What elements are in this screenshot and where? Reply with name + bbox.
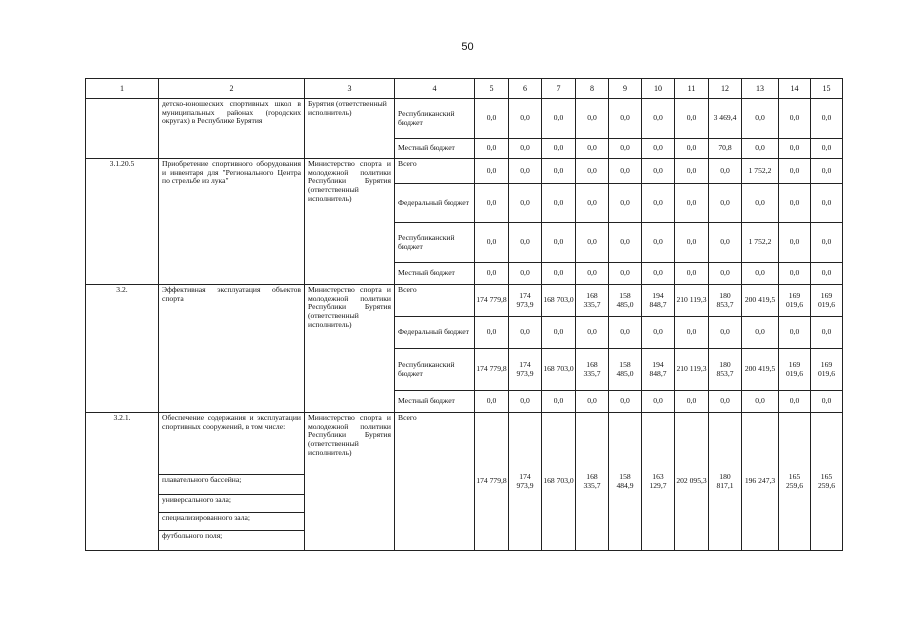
row-id-cell: 3.2.1. [86, 413, 159, 551]
value-cell: 0,0 [709, 223, 742, 263]
value-cell: 0,0 [542, 159, 576, 184]
value-cell: 0,0 [475, 391, 509, 413]
source-label: Местный бюджет [395, 139, 475, 159]
value-cell: 0,0 [742, 184, 779, 223]
value-cell: 0,0 [609, 99, 642, 139]
table-row [86, 413, 843, 475]
value-cell: 200 419,5 [742, 285, 779, 317]
value-cell: 0,0 [742, 99, 779, 139]
value-cell: 0,0 [811, 99, 843, 139]
value-cell: 0,0 [509, 317, 542, 349]
value-cell: 0,0 [779, 317, 811, 349]
value-cell: 0,0 [779, 263, 811, 285]
value-cell: 0,0 [576, 139, 609, 159]
source-label: Республиканский бюджет [395, 349, 475, 391]
row-executor-cell: Министерство спорта и молодежной политики Республики Бурятия (ответственный исполнитель) [305, 159, 395, 285]
row-id-cell: 3.1.20.5 [86, 159, 159, 285]
source-label: Республиканский бюджет [395, 223, 475, 263]
value-cell: 0,0 [709, 184, 742, 223]
source-label: Всего [395, 413, 475, 551]
value-cell: 158 485,0 [609, 285, 642, 317]
header-cell-4: 4 [395, 79, 475, 99]
value-cell: 0,0 [675, 223, 709, 263]
value-cell: 0,0 [509, 391, 542, 413]
value-cell: 0,0 [609, 391, 642, 413]
value-cell: 0,0 [542, 139, 576, 159]
value-cell: 194 848,7 [642, 285, 675, 317]
value-cell: 70,8 [709, 139, 742, 159]
row-id-cell: 3.2. [86, 285, 159, 413]
value-cell: 168 703,0 [542, 285, 576, 317]
value-cell: 210 119,3 [675, 285, 709, 317]
value-cell: 0,0 [811, 139, 843, 159]
source-label: Республиканский бюджет [395, 99, 475, 139]
value-cell: 0,0 [542, 317, 576, 349]
value-cell: 194 848,7 [642, 349, 675, 391]
value-cell: 0,0 [742, 139, 779, 159]
source-label: Всего [395, 285, 475, 317]
value-cell: 0,0 [609, 139, 642, 159]
header-cell-13: 13 [742, 79, 779, 99]
value-cell: 180 853,7 [709, 285, 742, 317]
value-cell: 0,0 [811, 184, 843, 223]
value-cell: 0,0 [642, 317, 675, 349]
value-cell: 168 703,0 [542, 413, 576, 551]
value-cell: 0,0 [779, 99, 811, 139]
value-cell: 168 335,7 [576, 349, 609, 391]
value-cell: 174 779,8 [475, 349, 509, 391]
header-cell-3: 3 [305, 79, 395, 99]
value-cell: 163 129,7 [642, 413, 675, 551]
value-cell: 0,0 [675, 159, 709, 184]
source-label: Всего [395, 159, 475, 184]
value-cell: 0,0 [609, 263, 642, 285]
value-cell: 0,0 [475, 223, 509, 263]
value-cell: 0,0 [542, 263, 576, 285]
value-cell: 0,0 [542, 391, 576, 413]
value-cell: 0,0 [576, 263, 609, 285]
header-cell-11: 11 [675, 79, 709, 99]
value-cell: 0,0 [642, 99, 675, 139]
value-cell: 0,0 [811, 159, 843, 184]
value-cell: 0,0 [811, 223, 843, 263]
value-cell: 174 973,9 [509, 349, 542, 391]
value-cell: 169 019,6 [779, 349, 811, 391]
value-cell: 1 752,2 [742, 159, 779, 184]
value-cell: 0,0 [742, 391, 779, 413]
value-cell: 169 019,6 [779, 285, 811, 317]
value-cell: 0,0 [709, 263, 742, 285]
value-cell: 0,0 [542, 223, 576, 263]
value-cell: 0,0 [509, 223, 542, 263]
value-cell: 158 484,9 [609, 413, 642, 551]
row-name-cell: Приобретение спортивного оборудования и инвентаря для "Регионального Центра по стрельбе из лука" [159, 159, 305, 285]
value-cell: 0,0 [642, 159, 675, 184]
value-cell: 165 259,6 [779, 413, 811, 551]
value-cell: 0,0 [475, 317, 509, 349]
row-executor-cell: Министерство спорта и молодежной политики Республики Бурятия (ответственный исполнитель) [305, 413, 395, 551]
value-cell: 0,0 [779, 223, 811, 263]
value-cell: 0,0 [576, 99, 609, 139]
value-cell: 0,0 [642, 223, 675, 263]
header-cell-2: 2 [159, 79, 305, 99]
table-row [86, 159, 843, 184]
row-name-cell: Эффективная эксплуатация объектов спорта [159, 285, 305, 413]
row-id-cell [86, 99, 159, 159]
value-cell: 0,0 [542, 99, 576, 139]
value-cell: 0,0 [675, 99, 709, 139]
source-label: Местный бюджет [395, 391, 475, 413]
value-cell: 0,0 [675, 139, 709, 159]
value-cell: 0,0 [609, 223, 642, 263]
value-cell: 0,0 [642, 184, 675, 223]
header-cell-5: 5 [475, 79, 509, 99]
header-row [86, 79, 843, 99]
row-name-cell: Обеспечение содержания и эксплуатации спортивных сооружений, в том числе: [159, 413, 305, 475]
header-cell-12: 12 [709, 79, 742, 99]
value-cell: 0,0 [475, 184, 509, 223]
value-cell: 0,0 [709, 159, 742, 184]
value-cell: 0,0 [576, 391, 609, 413]
value-cell: 196 247,3 [742, 413, 779, 551]
value-cell: 0,0 [576, 223, 609, 263]
value-cell: 210 119,3 [675, 349, 709, 391]
row-executor-cell: Министерство спорта и молодежной политики Республики Бурятия (ответственный исполнитель) [305, 285, 395, 413]
header-cell-15: 15 [811, 79, 843, 99]
value-cell: 180 853,7 [709, 349, 742, 391]
value-cell: 0,0 [576, 159, 609, 184]
value-cell: 168 335,7 [576, 285, 609, 317]
value-cell: 0,0 [642, 263, 675, 285]
value-cell: 0,0 [609, 317, 642, 349]
budget-table [85, 78, 843, 551]
value-cell: 0,0 [509, 184, 542, 223]
value-cell: 168 335,7 [576, 413, 609, 551]
sub-item-cell: специализированного зала; [159, 513, 305, 531]
table-row [86, 285, 843, 317]
header-cell-7: 7 [542, 79, 576, 99]
value-cell: 0,0 [509, 263, 542, 285]
sub-item-cell: футбольного поля; [159, 531, 305, 551]
header-cell-6: 6 [509, 79, 542, 99]
source-label: Местный бюджет [395, 263, 475, 285]
value-cell: 0,0 [576, 317, 609, 349]
value-cell: 168 703,0 [542, 349, 576, 391]
source-label: Федеральный бюджет [395, 317, 475, 349]
value-cell: 0,0 [609, 184, 642, 223]
value-cell: 0,0 [675, 263, 709, 285]
value-cell: 174 779,8 [475, 285, 509, 317]
value-cell: 0,0 [742, 263, 779, 285]
source-label: Федеральный бюджет [395, 184, 475, 223]
header-cell-14: 14 [779, 79, 811, 99]
value-cell: 0,0 [642, 139, 675, 159]
value-cell: 0,0 [509, 139, 542, 159]
value-cell: 0,0 [811, 391, 843, 413]
value-cell: 0,0 [811, 263, 843, 285]
row-executor-cell: Бурятия (ответственный исполнитель) [305, 99, 395, 159]
value-cell: 0,0 [509, 99, 542, 139]
value-cell: 169 019,6 [811, 349, 843, 391]
value-cell: 200 419,5 [742, 349, 779, 391]
sub-item-cell: универсального зала; [159, 495, 305, 513]
value-cell: 174 779,8 [475, 413, 509, 551]
value-cell: 0,0 [811, 317, 843, 349]
value-cell: 0,0 [509, 159, 542, 184]
value-cell: 0,0 [742, 317, 779, 349]
value-cell: 0,0 [475, 159, 509, 184]
value-cell: 0,0 [779, 159, 811, 184]
value-cell: 0,0 [675, 184, 709, 223]
header-cell-10: 10 [642, 79, 675, 99]
value-cell: 202 095,3 [675, 413, 709, 551]
value-cell: 0,0 [779, 184, 811, 223]
value-cell: 0,0 [709, 391, 742, 413]
table-row [86, 99, 843, 139]
value-cell: 0,0 [475, 263, 509, 285]
value-cell: 0,0 [675, 391, 709, 413]
row-name-cell: детско-юношеских спортивных школ в муниципальных районах (городских округах) в Республике Бурятия [159, 99, 305, 159]
value-cell: 0,0 [576, 184, 609, 223]
value-cell: 169 019,6 [811, 285, 843, 317]
value-cell: 0,0 [779, 139, 811, 159]
value-cell: 174 973,9 [509, 285, 542, 317]
value-cell: 165 259,6 [811, 413, 843, 551]
value-cell: 0,0 [779, 391, 811, 413]
value-cell: 180 817,1 [709, 413, 742, 551]
value-cell: 0,0 [642, 391, 675, 413]
value-cell: 3 469,4 [709, 99, 742, 139]
value-cell: 174 973,9 [509, 413, 542, 551]
value-cell: 0,0 [709, 317, 742, 349]
value-cell: 0,0 [475, 139, 509, 159]
value-cell: 158 485,0 [609, 349, 642, 391]
sub-item-cell: плавательного бассейна; [159, 475, 305, 495]
header-cell-8: 8 [576, 79, 609, 99]
value-cell: 0,0 [609, 159, 642, 184]
value-cell: 0,0 [675, 317, 709, 349]
value-cell: 0,0 [542, 184, 576, 223]
header-cell-1: 1 [86, 79, 159, 99]
header-cell-9: 9 [609, 79, 642, 99]
value-cell: 0,0 [475, 99, 509, 139]
value-cell: 1 752,2 [742, 223, 779, 263]
page-number: 50 [461, 41, 474, 53]
